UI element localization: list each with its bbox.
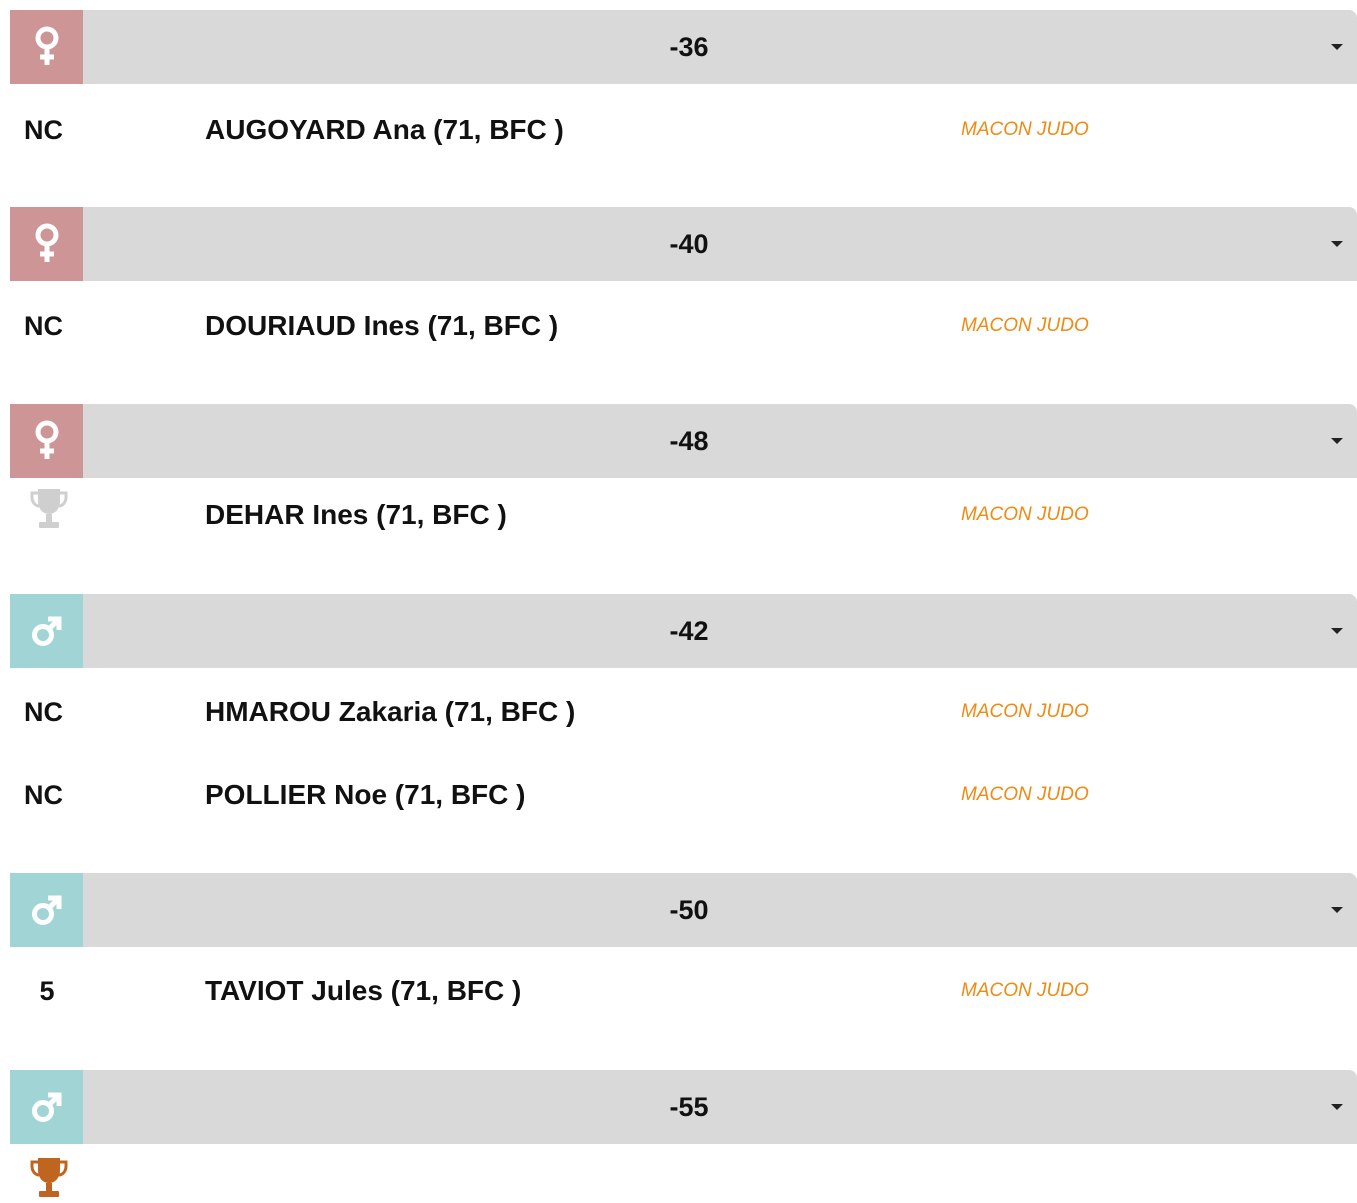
athlete-row[interactable] [0,692,1357,732]
caret-down-icon[interactable] [1331,438,1343,444]
category-header-42[interactable] [10,594,1357,668]
silver-trophy-icon [30,487,68,538]
category-label: -50 [669,895,709,925]
athlete-row[interactable] [0,1156,1357,1196]
athlete-row[interactable] [0,110,1357,150]
category-header-36[interactable] [10,10,1357,84]
category-label: -40 [669,229,709,259]
athlete-rank: NC [24,780,63,810]
category-label: -42 [669,616,709,646]
athlete-club: MACON JUDO [961,701,1089,722]
category-label: -36 [669,32,709,62]
athlete-rank: NC [24,115,63,145]
athlete-name: TAVIOT Jules (71, BFC ) [205,975,522,1006]
athlete-row[interactable] [0,971,1357,1011]
athlete-name: DOURIAUD Ines (71, BFC ) [205,310,559,341]
athlete-club: MACON JUDO [961,119,1089,140]
athlete-club: MACON JUDO [961,504,1089,525]
athlete-rank: NC [24,311,63,341]
athlete-club: MACON JUDO [961,315,1089,336]
athlete-club: MACON JUDO [961,980,1089,1001]
caret-down-icon[interactable] [1331,1104,1343,1110]
athlete-club: MACON JUDO [961,784,1089,805]
caret-down-icon[interactable] [1331,241,1343,247]
caret-down-icon[interactable] [1331,44,1343,50]
caret-down-icon[interactable] [1331,907,1343,913]
athlete-rank: 5 [39,976,55,1006]
category-header-55[interactable] [10,1070,1357,1144]
athlete-name: HMAROU Zakaria (71, BFC ) [205,696,576,727]
bronze-trophy-icon [30,1156,68,1203]
category-header-48[interactable] [10,404,1357,478]
athlete-name: POLLIER Noe (71, BFC ) [205,779,526,810]
caret-down-icon[interactable] [1331,628,1343,634]
category-header-40[interactable] [10,207,1357,281]
athlete-rank: NC [24,697,63,727]
athlete-name: DEHAR Ines (71, BFC ) [205,499,507,530]
athlete-row[interactable] [0,775,1357,815]
athlete-row[interactable] [0,495,1357,535]
category-label: -48 [669,426,709,456]
athlete-row[interactable] [0,306,1357,346]
category-header-50[interactable] [10,873,1357,947]
athlete-name: AUGOYARD Ana (71, BFC ) [205,114,564,145]
category-label: -55 [669,1092,709,1122]
